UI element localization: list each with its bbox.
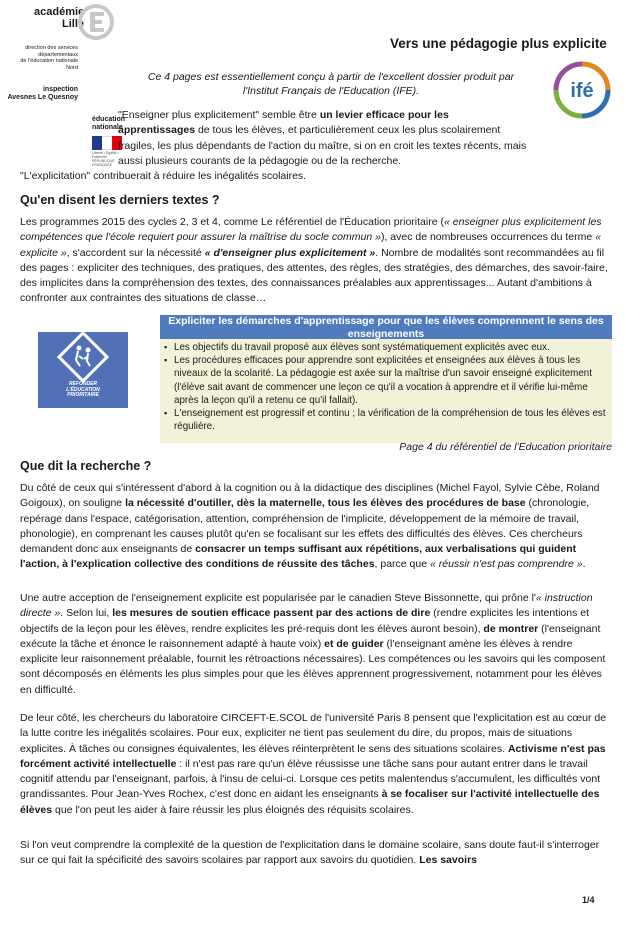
section1-paragraph: Les programmes 2015 des cycles 2, 3 et 4, comme Le référentiel de l'Éducation prioritaire (« enseigner plus explicitement les compétences que l'école requiert pour assurer la maîtrise du socle commun »), avec de nombreuses occurrences du terme « explicite », s'accordent sur la nécessité « d'enseigner plus explicitement ». Nombre de modalités sont recommandées au fil des pages : expliciter des techniques, des pratiques, des attentes, des règles, des stratégies, des démarches, des savoir-faire, des implicites dans la compréhension des textes, des connaissances préalables aux apprentissages... Autant d'ambitions à confronter aux contraintes des situations de classe… xyxy=(20,216,608,305)
list-item: ▪ Les procédures efficaces pour apprendre sont explicitées et enseignées aux élèves à tous les niveaux de la scolarité. La pédagogie est axée sur la maîtrise d'un savoir enseigné explicitement (l'élève sait avant de commencer une leçon ce qu'il a vocation à apprendre et il vérifie lui-même après la leçon qu'il a retenu ce qu'il fallait). xyxy=(164,354,606,407)
page-number: 1/4 xyxy=(582,895,595,905)
callout-list xyxy=(160,339,612,433)
section2-paragraph-4: Si l'on veut comprendre la complexité de la question de l'explicitation dans le domaine scolaire, sans doute faut-il s'interroger sur ce qui fait la spécificité des savoirs scolaires par rapport aux savoirs du quotidien. Les savoirs xyxy=(20,839,600,867)
section2-paragraph-3: De leur côté, les chercheurs du laboratoire CIRCEFT-E.SCOL de l'université Paris 8 pensent que l'explicitation est au cœur de la lutte contre les inégalités scolaires. Pour eux, expliciter ne tient pas seulement du dire, du propos, mais de situations explicites. À tâches ou consignes équivalentes, les élèves réinterprètent le sens des situations scolaires. Activisme n'est pas forcément activité intellectuelle : il n'est pas rare qu'un élève réussisse une tâche sans pour autant entrer dans le travail cognitif attendu par l'enseignant, parfois, à l'insu de celui-ci. Lorsque ces petits malentendus s'accumulent, les difficultés vont grandissantes. Pour Jean-Yves Rochex, c'est donc en aidant les enseignants à se focaliser sur l'activité intellectuelle des élèves que l'on peut les aider à faire réussir les plus éloignés des réquisits scolaires. xyxy=(20,712,607,816)
callout-heading: Expliciter les démarches d'apprentissage pour que les élèves comprennent le sens des enseignements xyxy=(160,315,612,339)
section2-paragraph-1: Du côté de ceux qui s'intéressent d'abord à la cognition ou à la didactique des disciplines (Michel Fayol, Sylvie Cèbe, Roland Goigoux), on souligne la nécessité d'outiller, dès la maternelle, tous les élèves des procédures de base (chronologie, repérage dans l'espace, catégorisation, attention, compréhension de l'implicite, développement de la mémoire de travail, phonologie), en comprenant les causes plutôt qu'en se focalisant sur les effets des difficultés des élèves. Ces chercheurs demandent donc aux enseignants de consacrer un temps suffisant aux répétitions, aux verbalisations qui guident l'action, à l'explication collective des conditions de réussite des tâches, parce que « réussir n'est pas comprendre ». xyxy=(20,482,600,571)
education-prioritaire-logo-text: REFONDER L'ÉDUCATION PRIORITAIRE xyxy=(66,381,100,398)
lead-last-line: "L'explicitation" contribuerait à réduire les inégalités scolaires. xyxy=(20,170,307,182)
ife-logo-text: ifé xyxy=(570,80,594,102)
list-item: ▪ L'enseignement est progressif et continu ; la vérification de la compréhension de tous les élèves est régulière. xyxy=(164,407,606,433)
academy-services: direction des services départementaux de l'éducation nationale Nord xyxy=(20,45,78,71)
section2-paragraph-2: Une autre acception de l'enseignement explicite est popularisée par le canadien Steve Bissonnette, qui prône l'« instruction directe ». Selon lui, les mesures de soutien efficace passent par des actions de dire (rendre explicites les intentions et objectifs de la leçon pour les élèves, rendre explicites les pré-requis dont les élèves auront besoin), de montrer (l'enseignant exécute la tâche et énonce le raisonnement adapté à haute voix) et de guider (l'enseignant amène les élèves à rendre explicite leur raisonnement préalable, fournit les rétroactions nécessaires). Les compétences ou les savoirs qui les composent sont décomposés en éléments les plus simples pour que les élèves apprennent progressivement, notamment pour les élèves en difficulté. xyxy=(20,592,606,696)
section-heading-textes: Qu'en disent les derniers textes ? xyxy=(20,193,220,207)
referentiel-callout xyxy=(160,315,612,443)
academy-e-logo-icon xyxy=(78,0,114,44)
intro-text: Ce 4 pages est essentiellement conçu à partir de l'excellent dossier produit par l'Institut Français de l'Education (IFE). xyxy=(147,71,515,97)
list-item: ▪ Les objectifs du travail proposé aux élèves sont systématiquement explicités avec eux. xyxy=(164,341,606,354)
ife-logo-icon xyxy=(552,60,612,120)
republic-label: Liberté • Égalité • Fraternité RÉPUBLIQUE FRANÇAISE xyxy=(92,151,119,167)
ministry-label: éducation nationale xyxy=(92,116,126,131)
lead-paragraph: "Enseigner plus explicitement" semble être un levier efficace pour les apprentissages de tous les élèves, et particulièrement ceux les plus scolairement fragiles, les plus dépendants de l'action du maître, si on en croit les textes récents, mais aussi plusieurs courants de la pédagogie ou de la recherche. xyxy=(118,109,527,167)
inspection-label: inspection Avesnes Le Quesnoy xyxy=(7,86,78,101)
callout-caption: Page 4 du référentiel de l'Education prioritaire xyxy=(399,441,612,453)
section-heading-recherche: Que dit la recherche ? xyxy=(20,459,152,473)
page-title: Vers une pédagogie plus explicite xyxy=(390,36,607,51)
education-prioritaire-logo xyxy=(38,332,128,408)
academy-name: académie Lille xyxy=(34,6,85,30)
